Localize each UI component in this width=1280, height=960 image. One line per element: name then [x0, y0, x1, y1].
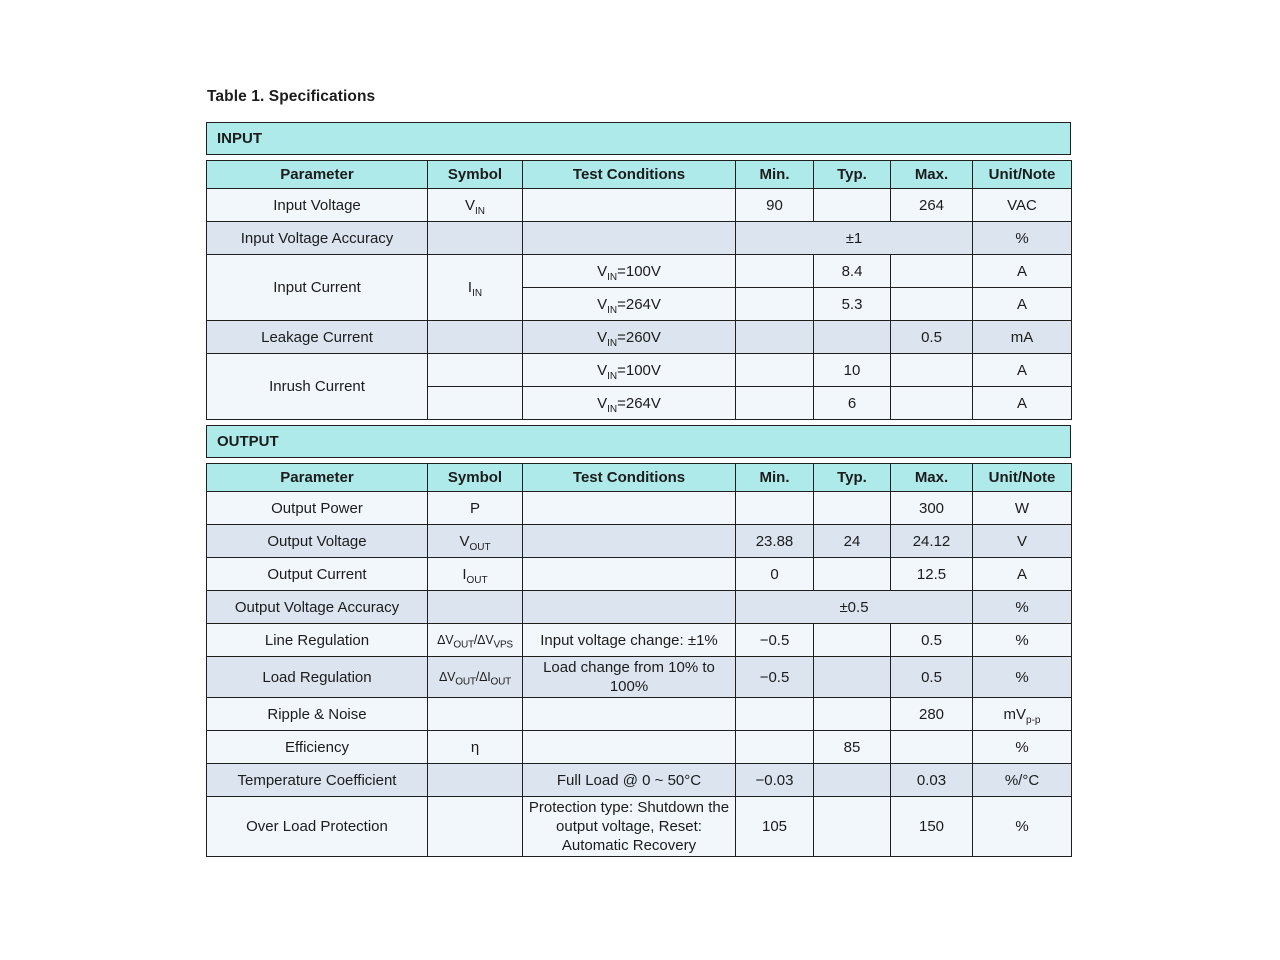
- table-cell: 10: [814, 354, 891, 387]
- table-cell: $I_{IN}$: [428, 255, 523, 321]
- table-cell: %: [973, 624, 1072, 657]
- table-cell: −0.5: [736, 624, 814, 657]
- table-cell: Output Voltage Accuracy: [207, 591, 428, 624]
- table-cell: %: [973, 222, 1072, 255]
- table-cell: 0.03: [891, 764, 973, 797]
- column-header: Min.: [736, 464, 814, 492]
- table-cell: [428, 354, 523, 387]
- table-cell: [814, 764, 891, 797]
- table-cell: $V_{IN}=100V$: [523, 354, 736, 387]
- table-cell: [736, 255, 814, 288]
- table-cell: 0: [736, 558, 814, 591]
- table-cell: %: [973, 731, 1072, 764]
- table-cell: %/°C: [973, 764, 1072, 797]
- table-cell: [891, 288, 973, 321]
- table-cell: %: [973, 657, 1072, 698]
- table-cell: %: [973, 591, 1072, 624]
- table-cell: [814, 492, 891, 525]
- table-cell: [736, 288, 814, 321]
- table-cell: mA: [973, 321, 1072, 354]
- table-cell: [523, 492, 736, 525]
- table-cell: [736, 698, 814, 731]
- table-cell: [814, 698, 891, 731]
- table-cell: %: [973, 797, 1072, 857]
- column-header: Test Conditions: [523, 161, 736, 189]
- column-header: Parameter: [207, 464, 428, 492]
- section-band-input: INPUT: [206, 122, 1071, 155]
- table-cell: A: [973, 255, 1072, 288]
- table-cell: [814, 657, 891, 698]
- header-row: [207, 464, 1072, 492]
- table-cell: [891, 387, 973, 420]
- column-header: Symbol: [428, 161, 523, 189]
- table-cell: A: [973, 387, 1072, 420]
- table-cell: [736, 321, 814, 354]
- table-cell: [814, 558, 891, 591]
- section-band-output: OUTPUT: [206, 425, 1071, 458]
- table-cell: $V_{OUT}$: [428, 525, 523, 558]
- table-cell: [523, 525, 736, 558]
- table-cell: Efficiency: [207, 731, 428, 764]
- table-cell: [814, 189, 891, 222]
- table-cell: Temperature Coefficient: [207, 764, 428, 797]
- table-cell: 0.5: [891, 657, 973, 698]
- table-cell: ±0.5: [736, 591, 973, 624]
- table-cell: $\Delta V_{OUT}/\Delta V_{VPS}$: [428, 624, 523, 657]
- table-cell: Full Load @ 0 ~ 50°C: [523, 764, 736, 797]
- table-row: [207, 255, 1072, 288]
- table-cell: ±1: [736, 222, 973, 255]
- column-header: Max.: [891, 464, 973, 492]
- table-cell: A: [973, 558, 1072, 591]
- table-cell: 6: [814, 387, 891, 420]
- table-cell: Over Load Protection: [207, 797, 428, 857]
- table-row: [207, 591, 1072, 624]
- table-cell: −0.03: [736, 764, 814, 797]
- column-header: Max.: [891, 161, 973, 189]
- table-cell: 23.88: [736, 525, 814, 558]
- table-cell: $V_{IN}=264V$: [523, 387, 736, 420]
- table-cell: $V_{IN}=260V$: [523, 321, 736, 354]
- table-cell: [428, 387, 523, 420]
- table-cell: [736, 354, 814, 387]
- table-row: [207, 558, 1072, 591]
- table-cell: 280: [891, 698, 973, 731]
- table-row: [207, 222, 1072, 255]
- table-cell: [523, 222, 736, 255]
- column-header: Parameter: [207, 161, 428, 189]
- table-cell: [523, 731, 736, 764]
- table-cell: Output Current: [207, 558, 428, 591]
- table-cell: Load change from 10% to 100%: [523, 657, 736, 698]
- table-cell: 24: [814, 525, 891, 558]
- table-cell: [523, 558, 736, 591]
- table-cell: Load Regulation: [207, 657, 428, 698]
- table-cell: [428, 797, 523, 857]
- table-cell: Protection type: Shutdown the output voltage, Reset: Automatic Recovery: [523, 797, 736, 857]
- table-cell: [523, 591, 736, 624]
- table-cell: [523, 698, 736, 731]
- table-cell: [523, 189, 736, 222]
- table-cell: 85: [814, 731, 891, 764]
- table-cell: −0.5: [736, 657, 814, 698]
- table-cell: Leakage Current: [207, 321, 428, 354]
- table-cell: $V_{IN}=264V$: [523, 288, 736, 321]
- table-cell: VAC: [973, 189, 1072, 222]
- output-table: [206, 463, 1072, 857]
- table-cell: [428, 764, 523, 797]
- column-header: Test Conditions: [523, 464, 736, 492]
- table-row: [207, 764, 1072, 797]
- table-row: [207, 492, 1072, 525]
- table-cell: Input Voltage Accuracy: [207, 222, 428, 255]
- table-row: [207, 189, 1072, 222]
- table-cell: $\Delta V_{OUT}/\Delta I_{OUT}$: [428, 657, 523, 698]
- table-cell: [891, 255, 973, 288]
- table-cell: [428, 591, 523, 624]
- table-cell: Output Voltage: [207, 525, 428, 558]
- table-cell: 90: [736, 189, 814, 222]
- table-cell: [736, 387, 814, 420]
- table-row: [207, 525, 1072, 558]
- table-cell: 300: [891, 492, 973, 525]
- table-cell: A: [973, 288, 1072, 321]
- table-cell: 24.12: [891, 525, 973, 558]
- table-cell: 264: [891, 189, 973, 222]
- column-header: Symbol: [428, 464, 523, 492]
- table-cell: Output Power: [207, 492, 428, 525]
- table-cell: Line Regulation: [207, 624, 428, 657]
- table-cell: [814, 797, 891, 857]
- table-row: [207, 797, 1072, 857]
- table-cell: $mV_{p-p}$: [973, 698, 1072, 731]
- table-cell: [891, 354, 973, 387]
- table-row: [207, 657, 1072, 698]
- page-title: Table 1. Specifications: [207, 88, 376, 105]
- table-cell: Ripple & Noise: [207, 698, 428, 731]
- table-row: [207, 321, 1072, 354]
- table-cell: 12.5: [891, 558, 973, 591]
- table-cell: Inrush Current: [207, 354, 428, 420]
- table-row: [207, 731, 1072, 764]
- table-cell: $I_{OUT}$: [428, 558, 523, 591]
- table-cell: P: [428, 492, 523, 525]
- table-cell: 8.4: [814, 255, 891, 288]
- table-cell: W: [973, 492, 1072, 525]
- table-row: [207, 624, 1072, 657]
- table-cell: 150: [891, 797, 973, 857]
- table-cell: [428, 698, 523, 731]
- table-cell: [814, 624, 891, 657]
- table-cell: 5.3: [814, 288, 891, 321]
- table-cell: [428, 321, 523, 354]
- table-cell: 105: [736, 797, 814, 857]
- table-cell: [736, 492, 814, 525]
- column-header: Typ.: [814, 464, 891, 492]
- table-cell: [736, 731, 814, 764]
- table-cell: Input Current: [207, 255, 428, 321]
- column-header: Unit/Note: [973, 464, 1072, 492]
- spec-table: [206, 122, 1071, 862]
- header-row: [207, 161, 1072, 189]
- table-cell: Input Voltage: [207, 189, 428, 222]
- column-header: Typ.: [814, 161, 891, 189]
- table-cell: 0.5: [891, 624, 973, 657]
- table-row: [207, 354, 1072, 387]
- table-cell: A: [973, 354, 1072, 387]
- table-cell: V: [973, 525, 1072, 558]
- table-cell: η: [428, 731, 523, 764]
- table-cell: $V_{IN}=100V$: [523, 255, 736, 288]
- table-cell: [814, 321, 891, 354]
- table-cell: 0.5: [891, 321, 973, 354]
- table-cell: [891, 731, 973, 764]
- table-row: [207, 698, 1072, 731]
- column-header: Unit/Note: [973, 161, 1072, 189]
- table-cell: $V_{IN}$: [428, 189, 523, 222]
- table-cell: [428, 222, 523, 255]
- input-table: [206, 160, 1072, 420]
- column-header: Min.: [736, 161, 814, 189]
- table-cell: Input voltage change: ±1%: [523, 624, 736, 657]
